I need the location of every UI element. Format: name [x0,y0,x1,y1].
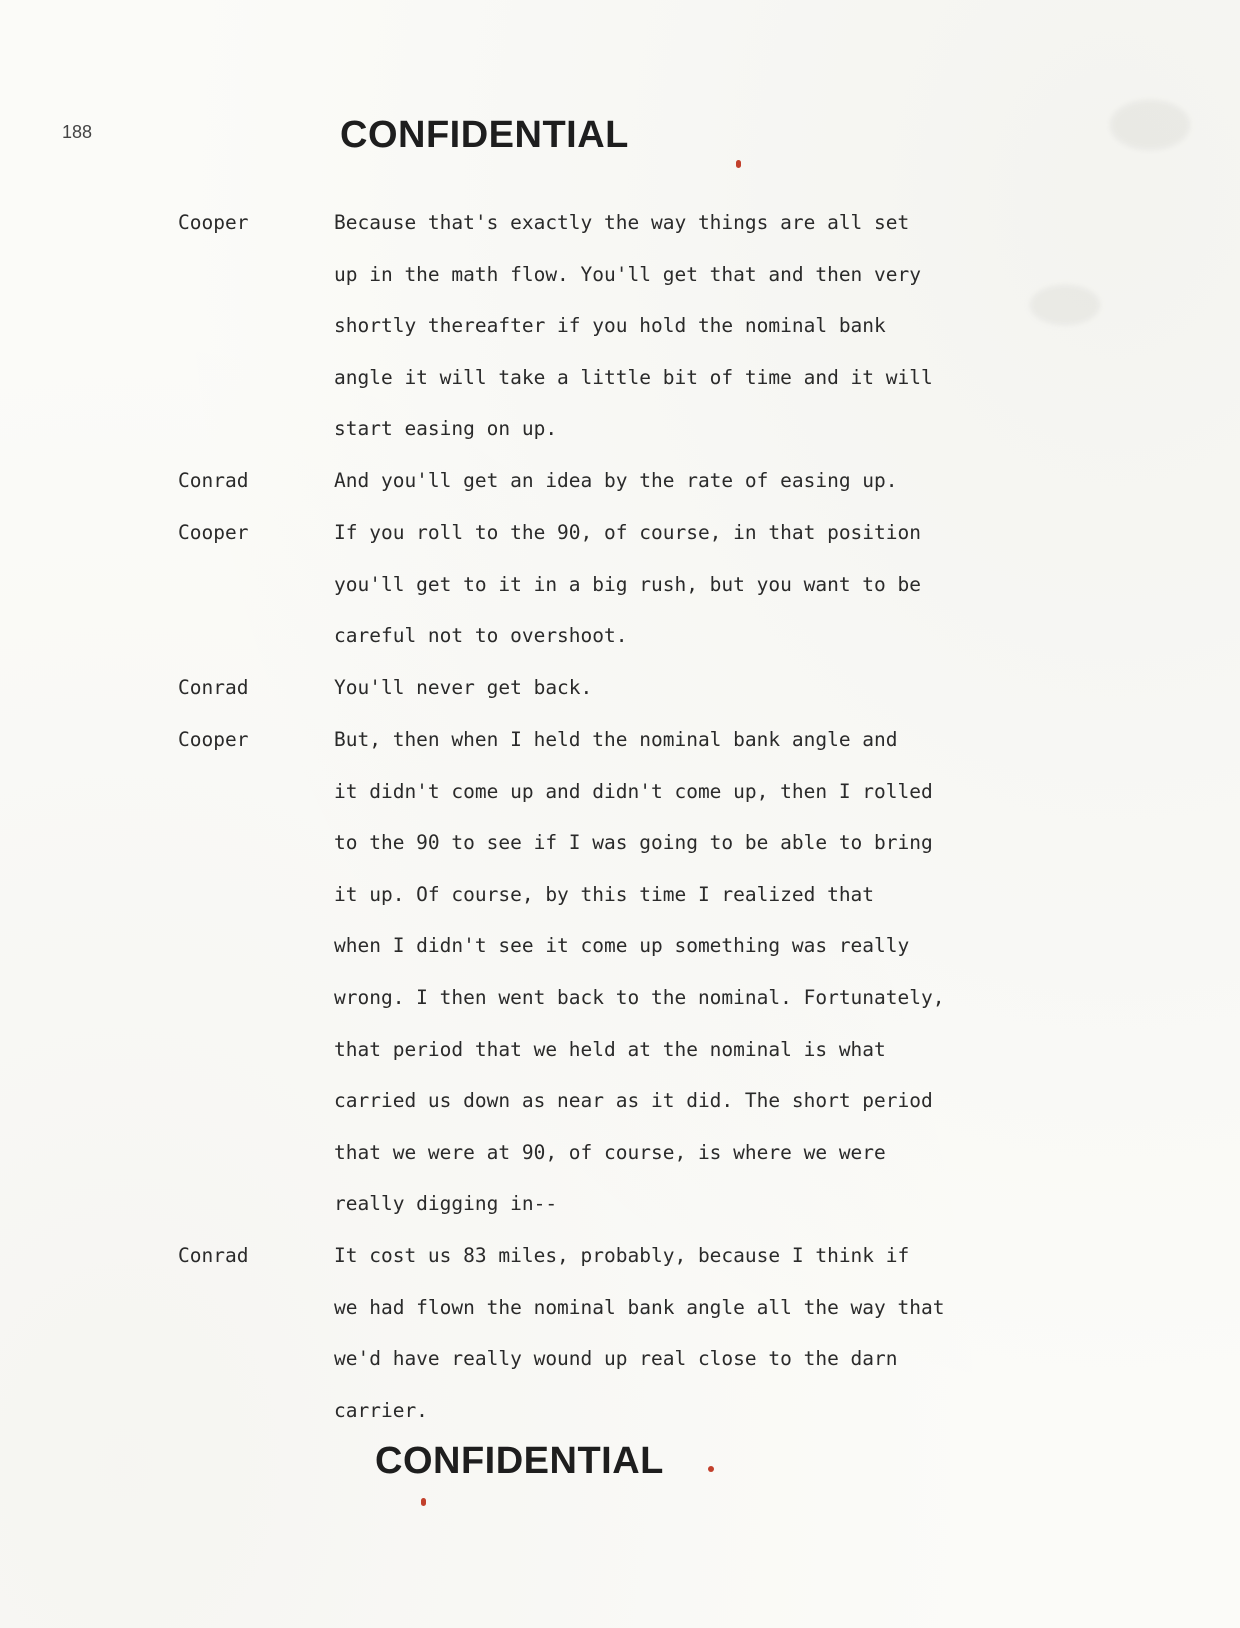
speech-line: that we were at 90, of course, is where we were [334,1140,886,1164]
speech-text [334,455,1034,507]
speech-line: angle it will take a little bit of time and it will [334,365,933,389]
speech-line: wrong. I then went back to the nominal. Fortunately, [334,985,945,1009]
red-ink-dot [708,1466,714,1472]
speech-line: we had flown the nominal bank angle all the way that [334,1295,945,1319]
paper-smudge [1110,100,1190,150]
speaker-name: Conrad [178,1244,249,1267]
speech-line: carrier. [334,1398,428,1422]
speech-line: You'll never get back. [334,676,593,699]
confidential-stamp-bottom [375,1440,664,1483]
speaker-name: Cooper [178,728,249,751]
speaker-name: Conrad [178,676,249,699]
speech-line: we'd have really wound up real close to the darn [334,1347,898,1371]
speech-line: shortly thereafter if you hold the nominal bank [334,314,886,338]
speech-line: when I didn't see it come up something was really [334,934,910,958]
speaker-name: Cooper [178,521,249,544]
speech-text [334,714,1034,1230]
speech-line: If you roll to the 90, of course, in that position [334,521,921,544]
speech-text [334,507,1034,662]
speech-line: But, then when I held the nominal bank angle and [334,728,898,751]
speech-line: careful not to overshoot. [334,624,628,648]
red-ink-dot [421,1498,426,1506]
speaker-name: Cooper [178,211,249,234]
speech-text [334,662,1034,714]
speech-line: that period that we held at the nominal is what [334,1037,886,1061]
speech-line: start easing on up. [334,417,558,441]
paper-smudge [1030,285,1100,325]
red-ink-dot [736,160,741,168]
page-number: 188 [62,122,93,142]
speech-line: Because that's exactly the way things are all set [334,211,910,234]
speech-line: really digging in-- [334,1192,558,1216]
speech-line: up in the math flow. You'll get that and then very [334,262,921,286]
speech-line: it up. Of course, by this time I realized that [334,882,875,906]
speech-text [334,1230,1034,1436]
speech-line: it didn't come up and didn't come up, then I rolled [334,779,933,803]
speech-line: It cost us 83 miles, probably, because I think if [334,1244,910,1267]
confidential-stamp-text: CONFIDENTIAL [375,1440,664,1482]
speaker-name: Conrad [178,469,249,492]
speech-line: you'll get to it in a big rush, but you want to be [334,572,921,596]
confidential-stamp-top [340,114,629,157]
speech-line: carried us down as near as it did. The short period [334,1089,933,1113]
speech-line: to the 90 to see if I was going to be able to bring [334,831,933,855]
confidential-stamp-text: CONFIDENTIAL [340,114,629,156]
speech-text [334,197,1034,455]
speech-line: And you'll get an idea by the rate of easing up. [334,469,898,492]
